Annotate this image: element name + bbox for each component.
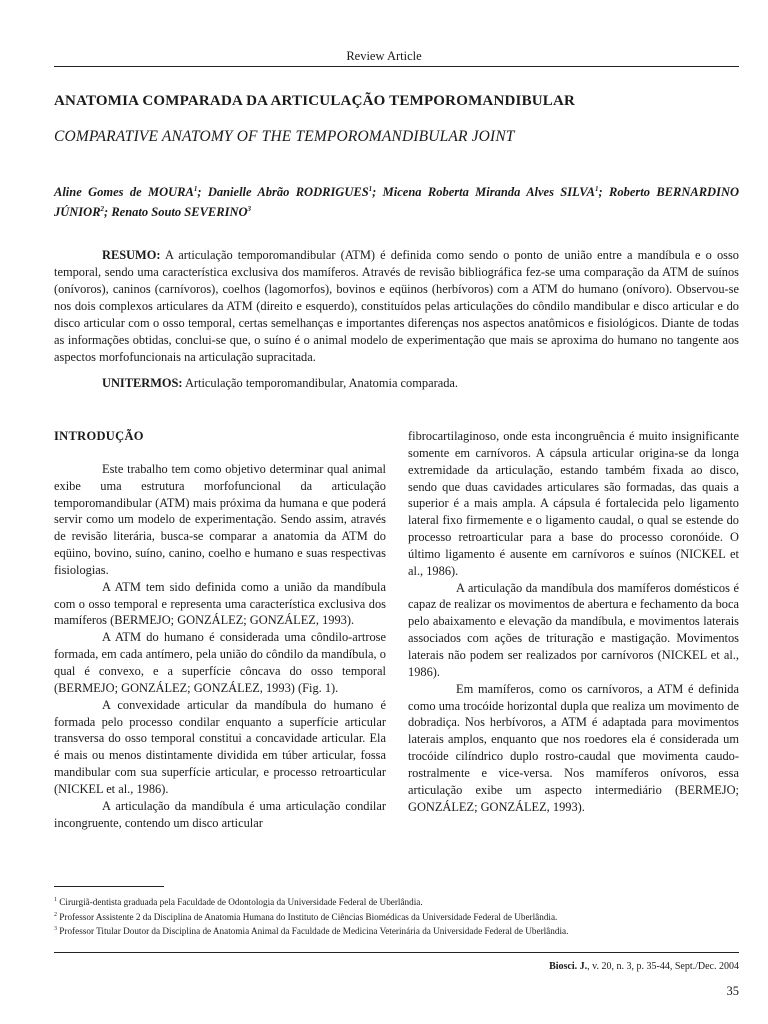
abstract — [54, 247, 739, 366]
header-rule — [54, 66, 739, 67]
footnotes — [54, 894, 754, 938]
author-name: Danielle Abrão RODRIGUES — [207, 185, 369, 200]
paragraph: A convexidade articular da mandíbula do humano é formada pelo processo condilar enquanto a superfície articular transversa do osso temporal constitui a concavidade articular. Ela é mais ou menos distintamente dividida em túber articular, fossa mandibular com sua superfície articular, e processo retroarticular (NICKEL et al., 1986). — [54, 697, 386, 796]
author-name: Roberto BERNARDINO JÚNIOR — [54, 185, 739, 220]
footnote — [54, 909, 754, 924]
author-list — [54, 181, 739, 221]
footnote-text: Cirurgiã-dentista graduada pela Faculdade de Odontologia da Universidade Federal de Uberlândia. — [57, 897, 423, 908]
author-name: Micena Roberta Miranda Alves SILVA — [382, 185, 596, 200]
author — [54, 185, 208, 199]
footnote-marker: 3 — [54, 926, 57, 933]
citation-details: , v. 20, n. 3, p. 35-44, Sept./Dec. 2004 — [587, 961, 739, 972]
paragraph: A ATM tem sido definida como a união da mandíbula com o osso temporal e representa uma característica exclusiva dos mamíferos (BERMEJO; GONZÁLEZ; GONZÁLEZ, 1993). — [54, 579, 386, 628]
author-affiliation: 3 — [247, 205, 252, 214]
author-affiliation: 1 — [368, 185, 373, 193]
abstract-label: RESUMO: — [102, 248, 161, 262]
paragraph: Em mamíferos, como os carnívoros, a ATM é definida como uma trocóide horizontal dupla que realiza um movimento de dobradiça. Nos herbívoros, a ATM é adaptada para movimentos laterais amplos, enquanto que nos roedores ela é considerada um trocóide cilíndrico duplo rostro-caudal que movimenta caudo-rostralmente e vice-versa. Nos mamíferos onívoros, essa articulação exibe um aspecto intermediário (BERMEJO; GONZÁLEZ; GONZÁLEZ, 1993). — [408, 681, 739, 814]
keywords-text: Articulação temporomandibular, Anatomia comparada. — [182, 376, 458, 390]
right-column — [408, 428, 739, 815]
paragraph: A ATM do humano é considerada uma côndilo-artrose formada, em cada antímero, pela união do côndilo da mandíbula, o qual é convexo, e a superfície côncava do osso temporal (BERMEJO; GONZÁLEZ; GONZÁLEZ, 1993) (Fig. 1). — [54, 630, 386, 695]
author-affiliation: 2 — [100, 205, 105, 214]
paragraph: A articulação da mandíbula é uma articulação condilar incongruente, contendo um disco articular — [54, 798, 386, 830]
footnote-marker: 2 — [54, 911, 57, 918]
paragraph: Este trabalho tem como objetivo determinar qual animal exibe uma estrutura morfofuncional da articulação temporomandibular (ATM) mais próxima da humana e que poderá servir como um modelo de experimentação. Sendo assim, através de revisão literária, busca-se comparar a anatomia da ATM do eqüino, bovino, suíno, canino, coelho e humano e suas respectivas fisiologias. — [54, 461, 386, 577]
keywords-label: UNITERMOS: — [102, 376, 183, 390]
author-name: Aline Gomes de MOURA — [54, 185, 194, 200]
footer-rule — [54, 952, 739, 953]
author-affiliation: 1 — [193, 185, 198, 193]
author — [208, 185, 383, 199]
section-heading: INTRODUÇÃO — [54, 429, 144, 443]
abstract-text: A articulação temporomandibular (ATM) é definida como sendo o ponto de união entre a mandíbula e o osso temporal, sendo uma característica exclusiva dos mamíferos. Através de revisão bibliográfica fez-se uma comparação da ATM de suínos (onívoros), caninos (carnívoros), coelhos (lagomorfos), bovinos e eqüinos (herbívoros) com a ATM do humano (onívoro). Observou-se nos dois complexos articulares da ATM (direito e esquerdo), constituídos pelas articulações do côndilo mandibular e disco articular e do disco articular com o osso temporal, certas semelhanças e importantes diferenças nos aspectos anatômicos e fisiológicos. Diante de todas as informações obtidas, conclui-se que, o suíno é o animal modelo de experimentação que mais se aproxima do humano no tangente aos aspectos morfofuncionais na articulação supracitada. — [54, 248, 739, 364]
footnote — [54, 894, 754, 909]
author-separator: ; — [598, 185, 610, 200]
journal-citation — [549, 961, 739, 972]
footnote-text: Professor Assistente 2 da Disciplina de Anatomia Humana do Instituto de Ciências Biomédicas da Universidade Federal de Uberlândia. — [57, 911, 558, 922]
footnote — [54, 923, 754, 938]
author-separator: ; — [372, 185, 383, 200]
author-affiliation: 1 — [595, 185, 599, 193]
paragraph: A articulação da mandíbula dos mamíferos domésticos é capaz de realizar os movimentos de abertura e fechamento da boca pelo abaixamento e elevação da mandíbula, e movimentos laterais associados com ações de trituração e mastigação. Movimentos laterais não podem ser realizados por carnívoros (NICKEL et al., 1986). — [408, 580, 739, 679]
article-title: ANATOMIA COMPARADA DA ARTICULAÇÃO TEMPOROMANDIBULAR — [54, 93, 576, 109]
author — [383, 185, 609, 199]
paragraph-continuation: fibrocartilaginoso, onde esta incongruência é muito insignificante somente em carnívoros. A cápsula articular origina-se da longa extremidade da articulação, estando também fixada ao disco, sendo que duas cavidades articulares são formadas, das quais a superior é a mais ampla. A cápsula é fortalecida pelo ligamento lateral fixo firmemente e o ligamento caudal, o qual se estende do processo retroarticular para a base do processo coronóide. O último ligamento é ausente em carnívoros e suínos (NICKEL et al., 1986). — [408, 429, 739, 578]
author-separator: ; — [197, 185, 208, 200]
footnote-rule — [54, 886, 164, 887]
page-number: 35 — [726, 984, 739, 998]
footnote-marker: 1 — [54, 897, 57, 903]
keywords — [54, 376, 739, 391]
left-column — [54, 428, 386, 831]
article-subtitle: COMPARATIVE ANATOMY OF THE TEMPOROMANDIBULAR JOINT — [54, 128, 515, 145]
footnote-text: Professor Titular Doutor da Disciplina de Anatomia Animal da Faculdade de Medicina Veterinária da Universidade Federal de Uberlândia. — [57, 926, 569, 937]
author — [111, 205, 251, 219]
author-name: Renato Souto SEVERINO — [111, 205, 248, 220]
running-head: Review Article — [346, 49, 422, 63]
journal-name: Biosci. J. — [549, 961, 588, 972]
author-separator: ; — [104, 205, 112, 220]
